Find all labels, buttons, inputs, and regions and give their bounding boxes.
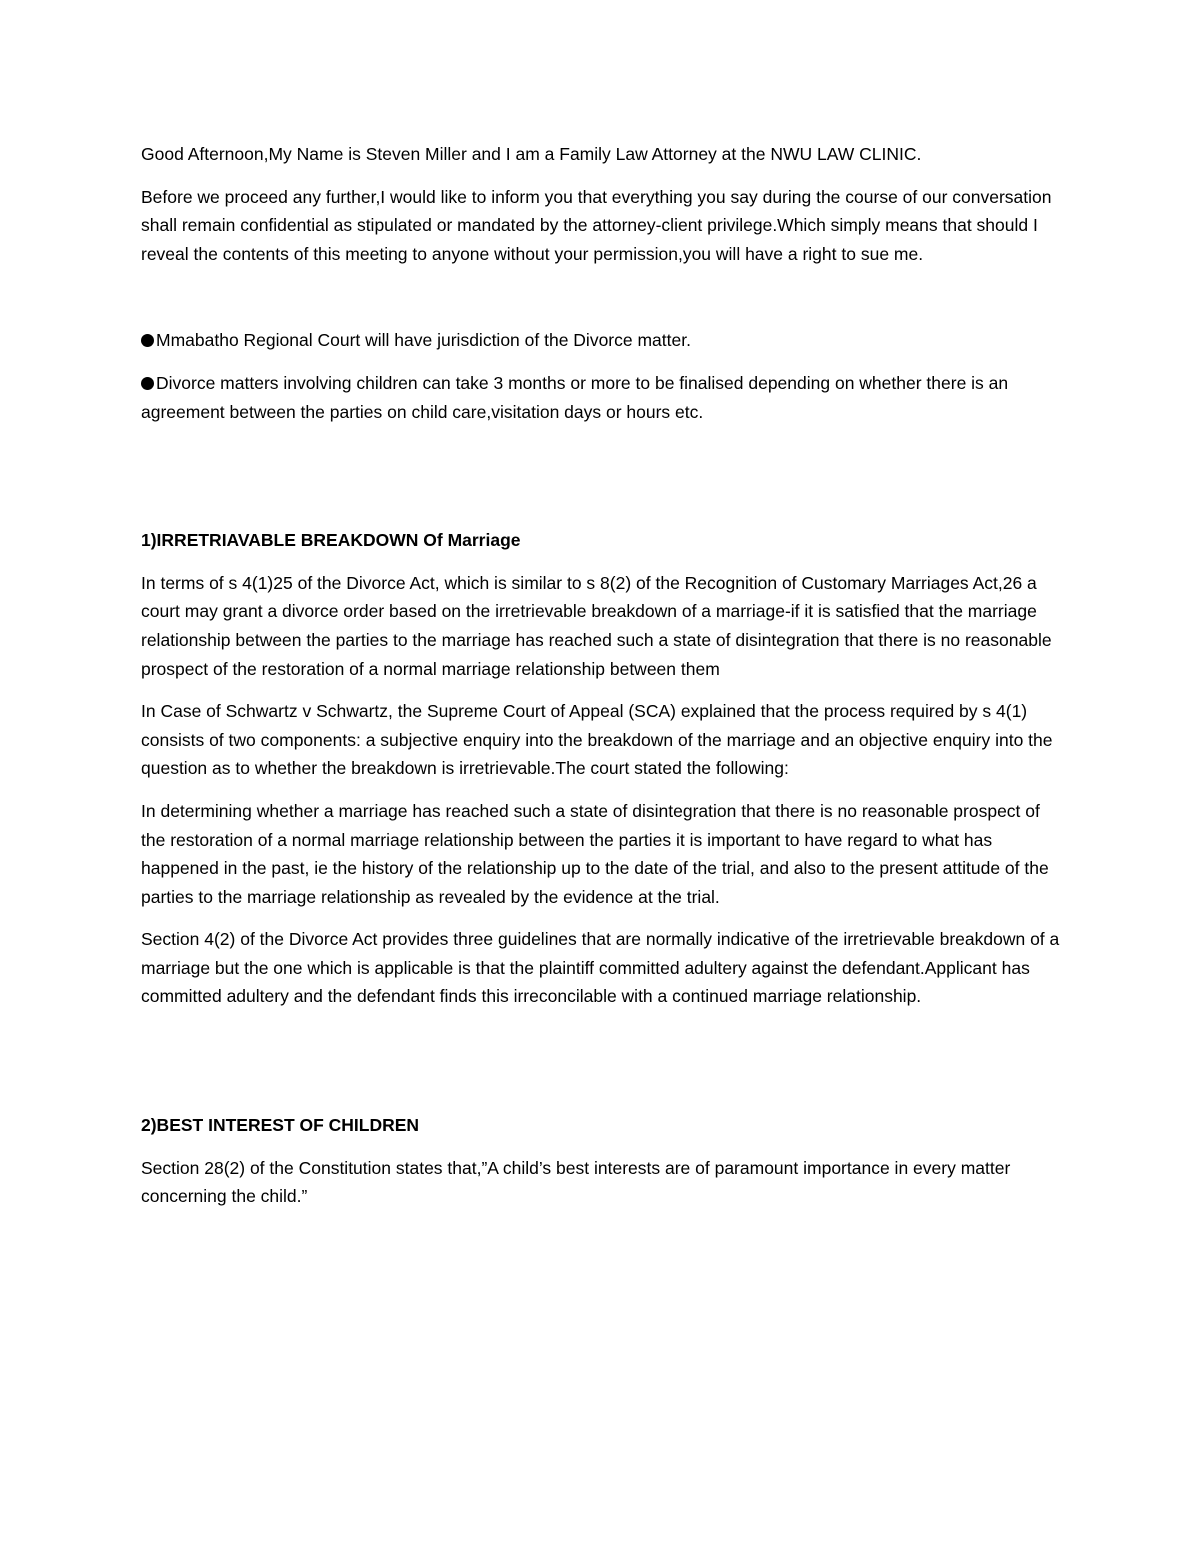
breakdown-paragraph-1: In terms of s 4(1)25 of the Divorce Act, which is similar to s 8(2) of the Recognition of Customary Marriages Act,26 a court may grant a divorce order based on the irretrievable breakdown of a marriage-if it is satisfied that the marriage relationship between the parties to the marriage has reached such a state of disintegration that there is no reasonable prospect of the restoration of a normal marriage relationship between them	[141, 572, 1052, 679]
section-heading-breakdown: 1)IRRETRIAVABLE BREAKDOWN Of Marriage	[141, 530, 521, 551]
children-paragraph-1: Section 28(2) of the Constitution states that,”A child’s best interests are of paramount importance in every matter concerning the child.”	[141, 1157, 1011, 1207]
bullet-icon	[141, 377, 154, 390]
breakdown-paragraph-2: In Case of Schwartz v Schwartz, the Supreme Court of Appeal (SCA) explained that the process required by s 4(1) consists of two components: a subjective enquiry into the breakdown of the marriage and an objective enquiry into the question as to whether the breakdown is irretrievable.The court stated the following:	[141, 701, 1053, 779]
bullet-item-jurisdiction	[141, 326, 1061, 355]
breakdown-paragraph-4: Section 4(2) of the Divorce Act provides three guidelines that are normally indicative of the irretrievable breakdown of a marriage but the one which is applicable is that the plaintiff committed adultery against the defendant.Applicant has committed adultery and the defendant finds this irreconcilable with a continued marriage relationship.	[141, 929, 1060, 1007]
bullet-icon	[141, 334, 154, 347]
breakdown-paragraph-3: In determining whether a marriage has reached such a state of disintegration that there is no reasonable prospect of the restoration of a normal marriage relationship between the parties it is important to have regard to what has happened in the past, ie the history of the relationship up to the date of the trial, and also to the present attitude of the parties to the marriage relationship as revealed by the evidence at the trial.	[141, 800, 1049, 907]
document-page	[141, 140, 1061, 1211]
bullet-item-duration	[141, 369, 1061, 426]
confidentiality-paragraph: Before we proceed any further,I would like to inform you that everything you say during the course of our conversation shall remain confidential as stipulated or mandated by the attorney-client privilege.Which simply means that should I reveal the contents of this meeting to anyone without your permission,you will have a right to sue me.	[141, 186, 1052, 264]
section-heading-children: 2)BEST INTEREST OF CHILDREN	[141, 1115, 420, 1136]
greeting-paragraph: Good Afternoon,My Name is Steven Miller and I am a Family Law Attorney at the NWU LAW CLINIC.	[141, 144, 922, 164]
bullet-text: Mmabatho Regional Court will have jurisdiction of the Divorce matter.	[156, 330, 691, 351]
bullet-text: Divorce matters involving children can take 3 months or more to be finalised depending on whether there is an agreement between the parties on child care,visitation days or hours etc.	[141, 372, 1009, 422]
